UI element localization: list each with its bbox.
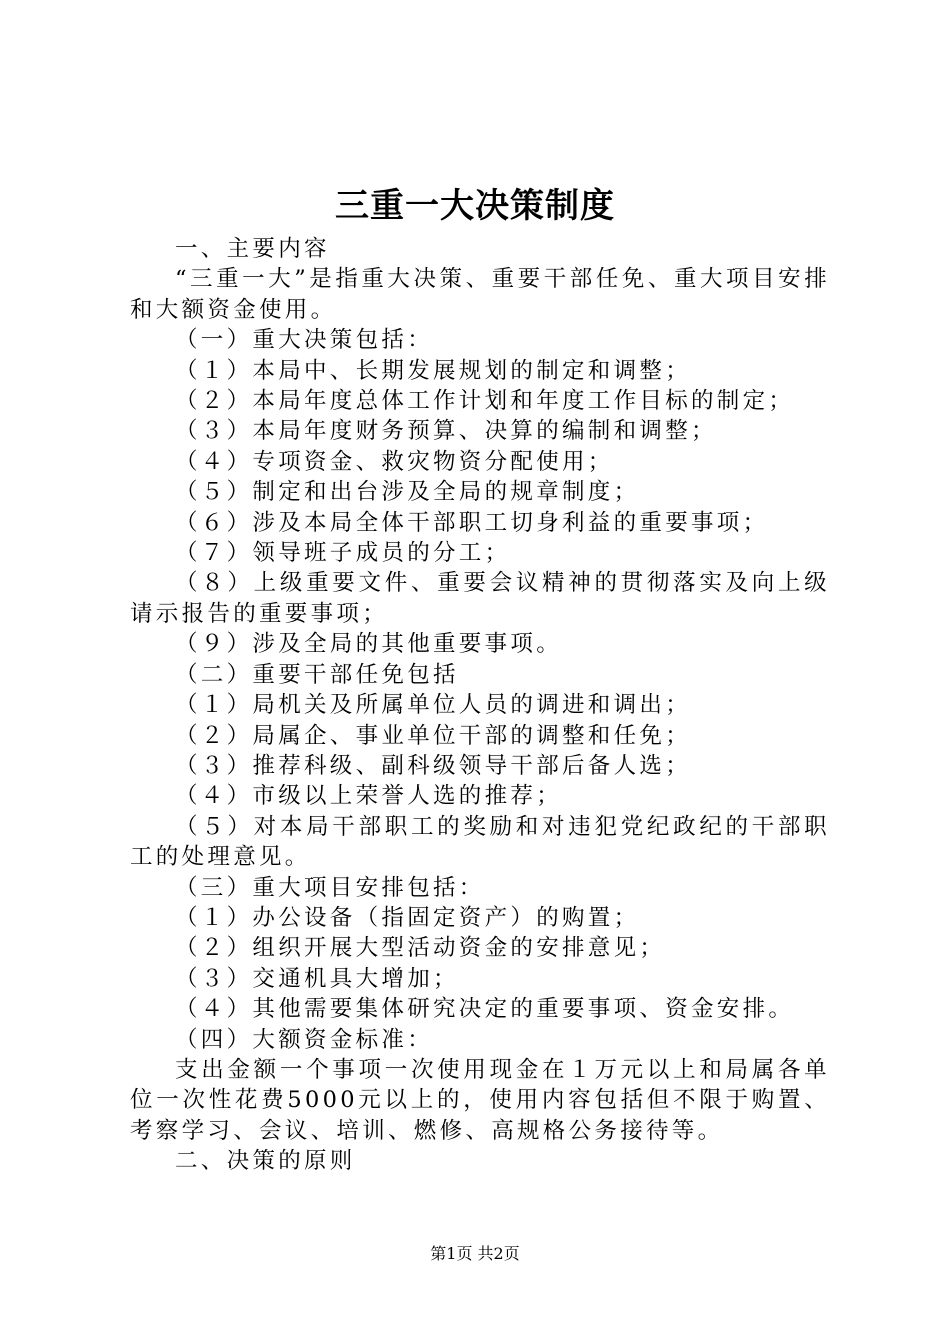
paragraph: （３）交通机具大增加；	[175, 965, 459, 992]
paragraph: （一）重大决策包括：	[175, 327, 434, 354]
paragraph: （４）市级以上荣誉人选的推荐；	[175, 783, 563, 810]
paragraph: （４）专项资金、救灾物资分配使用；	[175, 448, 614, 475]
paragraph: 一、主要内容	[175, 236, 330, 262]
paragraph: （三）重大项目安排包括：	[175, 874, 485, 901]
paragraph: （９）涉及全局的其他重要事项。	[175, 631, 563, 658]
paragraph: （１）局机关及所属单位人员的调进和调出；	[175, 692, 692, 719]
paragraph: （３）推荐科级、副科级领导干部后备人选；	[175, 752, 692, 779]
paragraph: （１）办公设备（指固定资产）的购置；	[175, 904, 640, 931]
paragraph: （７）领导班子成员的分工；	[175, 540, 511, 567]
paragraph: （６）涉及本局全体干部职工切身利益的重要事项；	[175, 509, 769, 536]
document-title: 三重一大决策制度	[335, 186, 615, 226]
paragraph: （３）本局年度财务预算、决算的编制和调整；	[175, 418, 717, 445]
paragraph: （２）局属企、事业单位干部的调整和任免；	[175, 722, 692, 749]
page-number-footer: 第1页 共2页	[430, 1244, 520, 1263]
document-body	[130, 234, 830, 1177]
paragraph: （２）本局年度总体工作计划和年度工作目标的制定；	[175, 388, 795, 415]
paragraph: （５）制定和出台涉及全局的规章制度；	[175, 479, 640, 506]
paragraph: （５）对本局干部职工的奖励和对违犯党纪政纪的干部职工的处理意见。	[130, 813, 830, 871]
paragraph: （２）组织开展大型活动资金的安排意见；	[175, 935, 666, 962]
paragraph: “三重一大”是指重大决策、重要干部任免、重大项目安排和大额资金使用。	[130, 266, 830, 323]
paragraph: 支出金额一个事项一次使用现金在１万元以上和局属各单位一次性花费5000元以上的，使用内容包括但不限于购置、考察学习、会议、培训、燃修、高规格公务接待等。	[130, 1056, 830, 1144]
paragraph: （四）大额资金标准：	[175, 1026, 434, 1053]
paragraph: （４）其他需要集体研究决定的重要事项、资金安排。	[175, 996, 795, 1023]
paragraph: （８）上级重要文件、重要会议精神的贯彻落实及向上级请示报告的重要事项；	[130, 570, 830, 627]
paragraph: （二）重要干部任免包括	[175, 661, 459, 688]
paragraph: （１）本局中、长期发展规划的制定和调整；	[175, 357, 692, 384]
paragraph: 二、决策的原则	[175, 1148, 356, 1175]
